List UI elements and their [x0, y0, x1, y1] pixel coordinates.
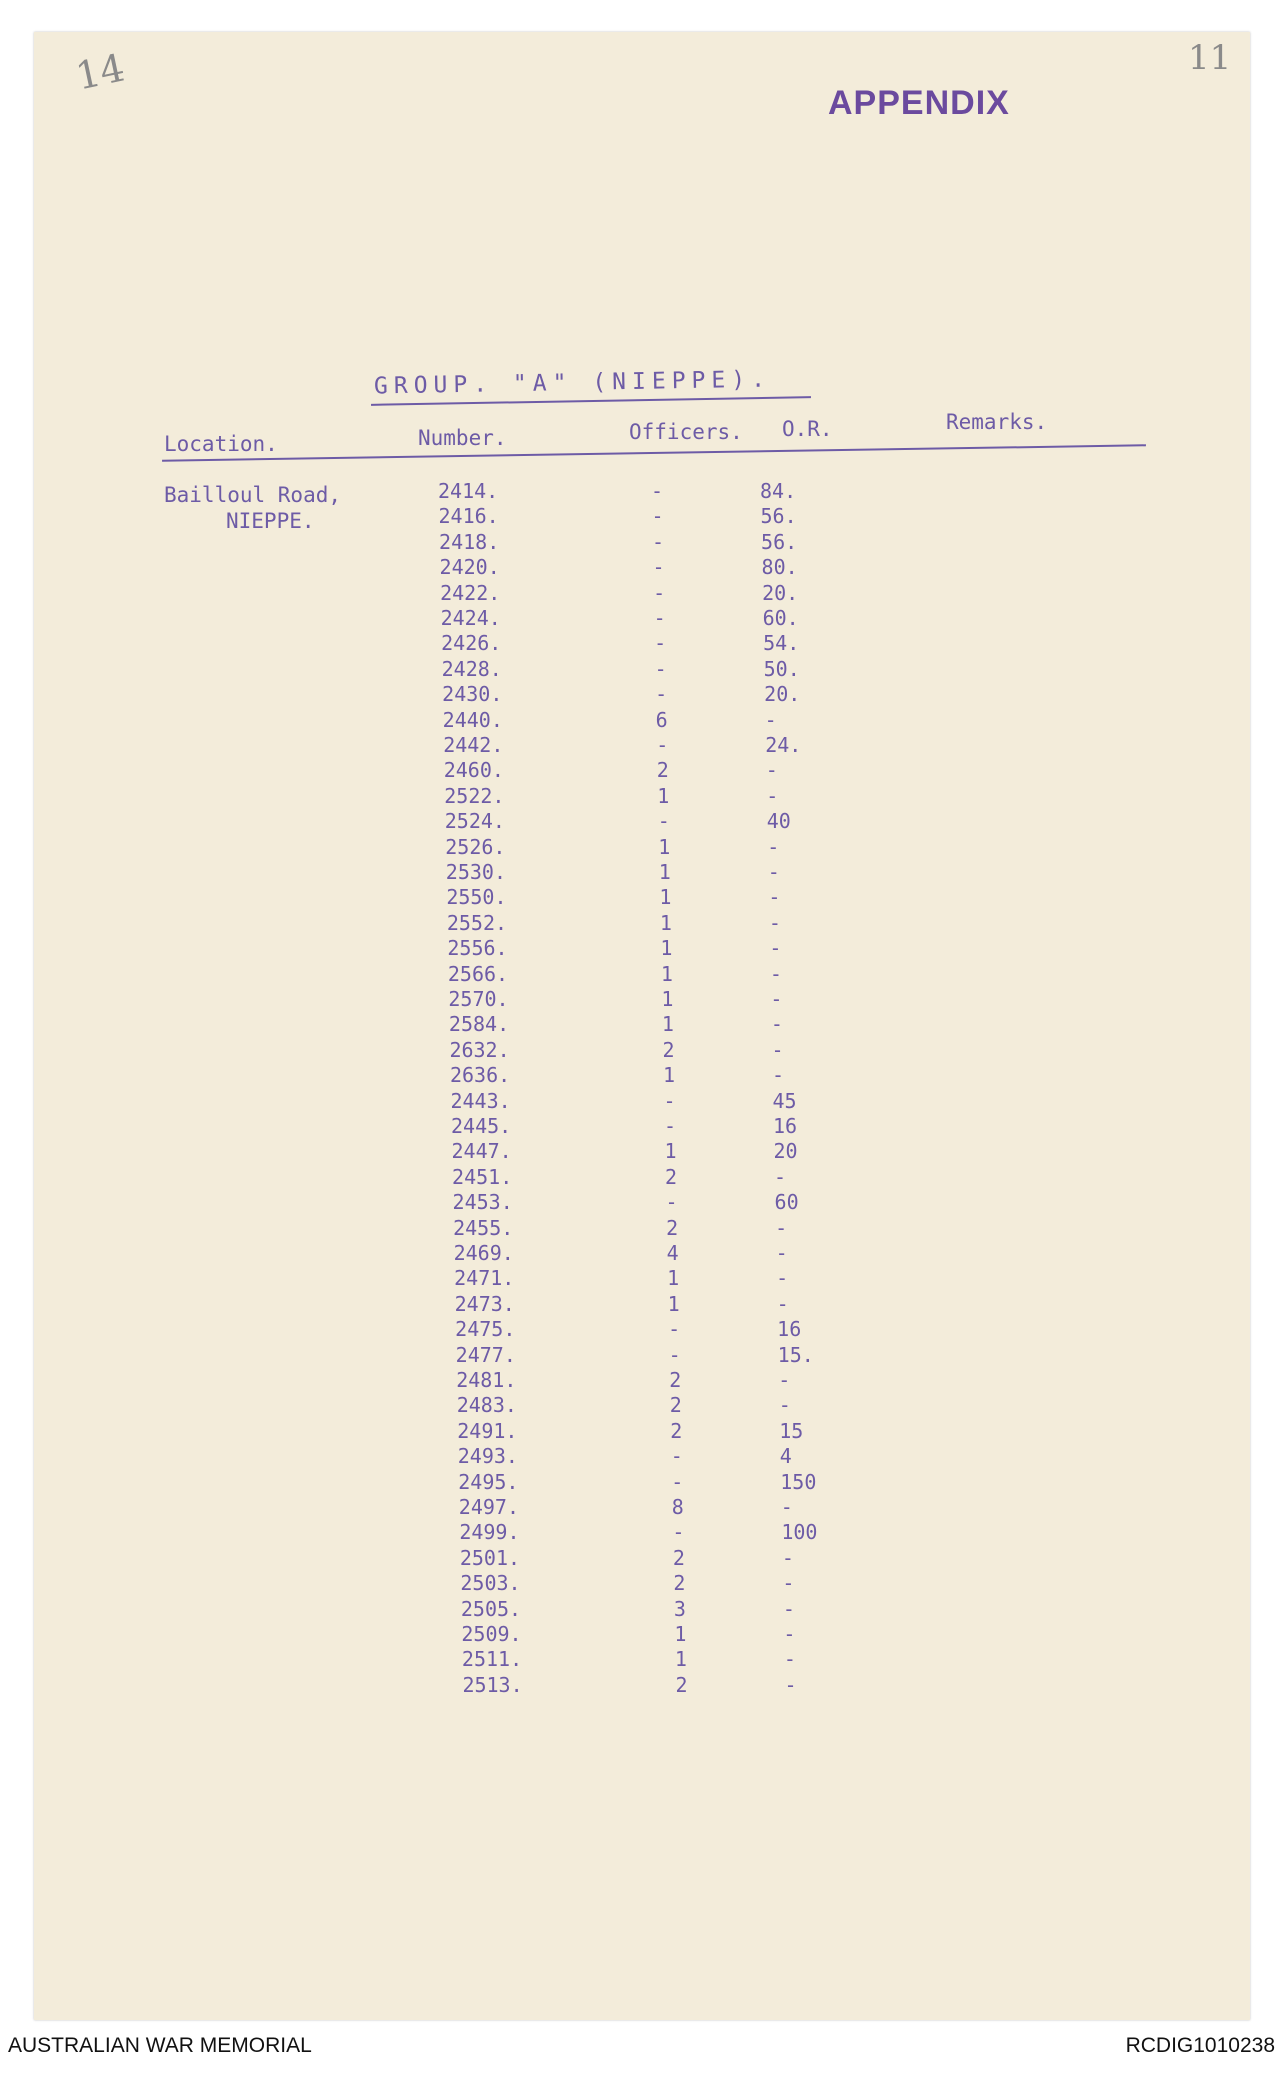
cell-number: 2416. — [438, 504, 499, 529]
cell-or: - — [771, 1063, 784, 1088]
cell-or: - — [783, 1647, 796, 1672]
cell-number: 2481. — [456, 1368, 517, 1392]
cell-or: 56. — [760, 504, 797, 529]
cell-number: 2422. — [440, 580, 501, 605]
cell-officers: 1 — [674, 1647, 687, 1672]
group-title: GROUP. "A" (NIEPPE). — [373, 366, 772, 400]
cell-officers: - — [672, 1520, 685, 1545]
cell-number: 2414. — [438, 479, 499, 503]
location-cell — [164, 482, 341, 534]
header-underline — [162, 444, 1146, 461]
cell-number: 2430. — [442, 682, 503, 707]
cell-officers: - — [652, 529, 665, 554]
cell-officers: 1 — [658, 834, 671, 859]
cell-or: - — [780, 1495, 793, 1519]
cell-number: 2499. — [459, 1520, 520, 1545]
header-or: O.R. — [782, 417, 833, 441]
cell-officers: - — [651, 504, 664, 529]
cell-number: 2503. — [460, 1571, 521, 1596]
cell-officers: 1 — [674, 1622, 687, 1646]
cell-or: 60. — [762, 606, 799, 630]
cell-or: - — [784, 1672, 797, 1697]
header-officers: Officers. — [629, 420, 743, 444]
cell-number: 2447. — [451, 1139, 512, 1164]
cell-or: - — [782, 1571, 795, 1596]
cell-officers: 8 — [671, 1495, 684, 1519]
cell-number: 2526. — [445, 834, 506, 859]
cell-number: 2469. — [453, 1241, 514, 1265]
cell-officers: 2 — [672, 1545, 685, 1570]
cell-number: 2636. — [449, 1063, 511, 1088]
location-line-1: Bailloul Road, — [164, 483, 342, 507]
cell-number: 2570. — [448, 987, 509, 1011]
cell-officers: - — [656, 733, 669, 757]
cell-or: - — [775, 1215, 788, 1240]
cell-officers: 1 — [659, 910, 672, 935]
cell-or: - — [778, 1393, 791, 1418]
cell-number: 2442. — [443, 733, 504, 757]
header-remarks: Remarks. — [946, 410, 1048, 434]
cell-or: 24. — [765, 733, 802, 757]
cell-number: 2477. — [455, 1342, 516, 1367]
cell-number: 2424. — [440, 606, 501, 630]
cell-officers: 1 — [664, 1139, 677, 1164]
appendix-stamp: APPENDIX — [828, 84, 1010, 122]
cell-officers: - — [670, 1444, 683, 1469]
cell-or: 20 — [773, 1139, 798, 1164]
cell-officers: 2 — [662, 1037, 675, 1062]
cell-or: - — [764, 707, 777, 732]
cell-officers: 1 — [660, 961, 673, 986]
cell-number: 2455. — [453, 1215, 514, 1240]
cell-or: - — [770, 987, 783, 1011]
cell-number: 2428. — [441, 656, 502, 681]
cell-number: 2471. — [454, 1266, 515, 1291]
cell-number: 2566. — [447, 961, 509, 986]
cell-officers: 2 — [675, 1672, 688, 1697]
cell-officers: 2 — [669, 1368, 682, 1392]
cell-number: 2491. — [457, 1418, 518, 1443]
cell-number: 2511. — [461, 1647, 523, 1672]
cell-or: 16 — [777, 1317, 802, 1342]
cell-officers: - — [663, 1088, 676, 1113]
cell-or: 4 — [779, 1444, 792, 1469]
cell-number: 2495. — [458, 1469, 519, 1494]
cell-or: - — [768, 910, 781, 935]
cell-number: 2493. — [457, 1444, 518, 1469]
cell-or: 60 — [774, 1190, 799, 1215]
cell-number: 2483. — [456, 1393, 517, 1418]
cell-officers: - — [654, 631, 667, 656]
cell-officers: 3 — [673, 1596, 686, 1621]
cell-officers: - — [664, 1114, 677, 1138]
cell-number: 2473. — [454, 1291, 515, 1316]
cell-or: 15. — [777, 1342, 814, 1367]
cell-officers: 4 — [666, 1241, 679, 1265]
cell-officers: 1 — [659, 885, 672, 910]
cell-officers: - — [671, 1469, 684, 1494]
cell-or: 54. — [763, 631, 800, 656]
footer-credit: AUSTRALIAN WAR MEMORIAL — [8, 2034, 312, 2057]
cell-officers: - — [653, 580, 666, 605]
cell-or: - — [774, 1164, 787, 1189]
cell-or: - — [767, 860, 780, 884]
cell-number: 2440. — [442, 707, 503, 732]
cell-or: - — [782, 1596, 795, 1621]
cell-number: 2530. — [445, 860, 507, 884]
cell-or: - — [778, 1368, 791, 1392]
cell-or: - — [770, 1012, 783, 1037]
cell-officers: 1 — [657, 783, 670, 808]
cell-or: 20. — [764, 682, 801, 707]
cell-or: - — [769, 936, 782, 961]
cell-number: 2556. — [447, 936, 508, 961]
cell-number: 2418. — [439, 529, 500, 554]
cell-or: - — [768, 885, 781, 910]
cell-or: - — [783, 1622, 796, 1646]
cell-number: 2501. — [459, 1545, 521, 1570]
cell-number: 2443. — [450, 1088, 511, 1113]
location-line-2: NIEPPE. — [226, 509, 315, 533]
cell-number: 2524. — [444, 809, 505, 834]
cell-officers: - — [654, 656, 667, 681]
cell-officers: 1 — [667, 1266, 680, 1291]
cell-officers: - — [651, 479, 664, 503]
cell-officers: - — [668, 1317, 681, 1342]
cell-number: 2632. — [449, 1037, 510, 1062]
pencil-folio-left: 14 — [71, 45, 129, 99]
cell-number: 2552. — [446, 910, 508, 935]
cell-or: - — [769, 961, 782, 986]
cell-officers: - — [652, 555, 665, 580]
cell-number: 2451. — [452, 1164, 513, 1189]
cell-number: 2522. — [444, 783, 505, 808]
cell-officers: 2 — [656, 758, 669, 783]
pencil-folio-right: 11 — [1188, 38, 1232, 78]
cell-officers: 1 — [660, 936, 673, 961]
footer-reference: RCDIG1010238 — [1125, 2034, 1275, 2057]
cell-or: 80. — [761, 555, 798, 580]
cell-officers: 2 — [670, 1418, 683, 1443]
cell-number: 2453. — [452, 1190, 513, 1215]
cell-number: 2550. — [446, 885, 507, 910]
cell-number: 2584. — [448, 1012, 510, 1037]
cell-or: - — [775, 1241, 788, 1265]
header-location: Location. — [164, 432, 278, 456]
cell-officers: 1 — [658, 860, 671, 884]
cell-number: 2497. — [458, 1495, 520, 1519]
cell-or: - — [767, 834, 780, 859]
cell-or: 40 — [766, 809, 791, 834]
cell-officers: - — [657, 809, 670, 834]
cell-officers: 1 — [661, 1012, 674, 1037]
cell-or: - — [766, 783, 779, 808]
cell-number: 2513. — [462, 1672, 523, 1697]
cell-or: - — [781, 1545, 794, 1570]
cell-or: 16 — [773, 1114, 798, 1138]
cell-officers: 1 — [662, 1063, 675, 1088]
cell-or: 100 — [781, 1520, 818, 1545]
cell-number: 2460. — [443, 758, 504, 783]
cell-officers: 2 — [666, 1215, 679, 1240]
cell-officers: - — [665, 1190, 678, 1215]
document-page — [34, 32, 1250, 2020]
cell-or: - — [765, 758, 778, 783]
cell-officers: 2 — [665, 1164, 678, 1189]
cell-officers: 6 — [655, 707, 668, 732]
cell-officers: - — [668, 1342, 681, 1367]
cell-or: - — [776, 1291, 789, 1316]
cell-officers: 2 — [673, 1571, 686, 1596]
cell-or: 150 — [780, 1469, 817, 1494]
cell-or: 84. — [760, 479, 797, 503]
cell-or: - — [776, 1266, 789, 1291]
cell-number: 2445. — [451, 1114, 512, 1138]
cell-or: 20. — [762, 580, 799, 605]
cell-officers: 1 — [661, 987, 674, 1011]
cell-number: 2426. — [441, 631, 502, 656]
cell-officers: - — [653, 606, 666, 630]
cell-officers: 2 — [669, 1393, 682, 1418]
cell-officers: 1 — [667, 1291, 680, 1316]
cell-or: 15 — [779, 1418, 804, 1443]
cell-or: 56. — [761, 529, 798, 554]
cell-number: 2509. — [461, 1622, 522, 1646]
cell-number: 2505. — [460, 1596, 522, 1621]
cell-or: 50. — [763, 656, 800, 681]
cell-or: - — [771, 1037, 784, 1062]
cell-or: 45 — [772, 1088, 797, 1113]
cell-number: 2475. — [455, 1317, 516, 1342]
header-number: Number. — [418, 426, 507, 450]
cell-number: 2420. — [439, 555, 500, 580]
cell-officers: - — [655, 682, 668, 707]
